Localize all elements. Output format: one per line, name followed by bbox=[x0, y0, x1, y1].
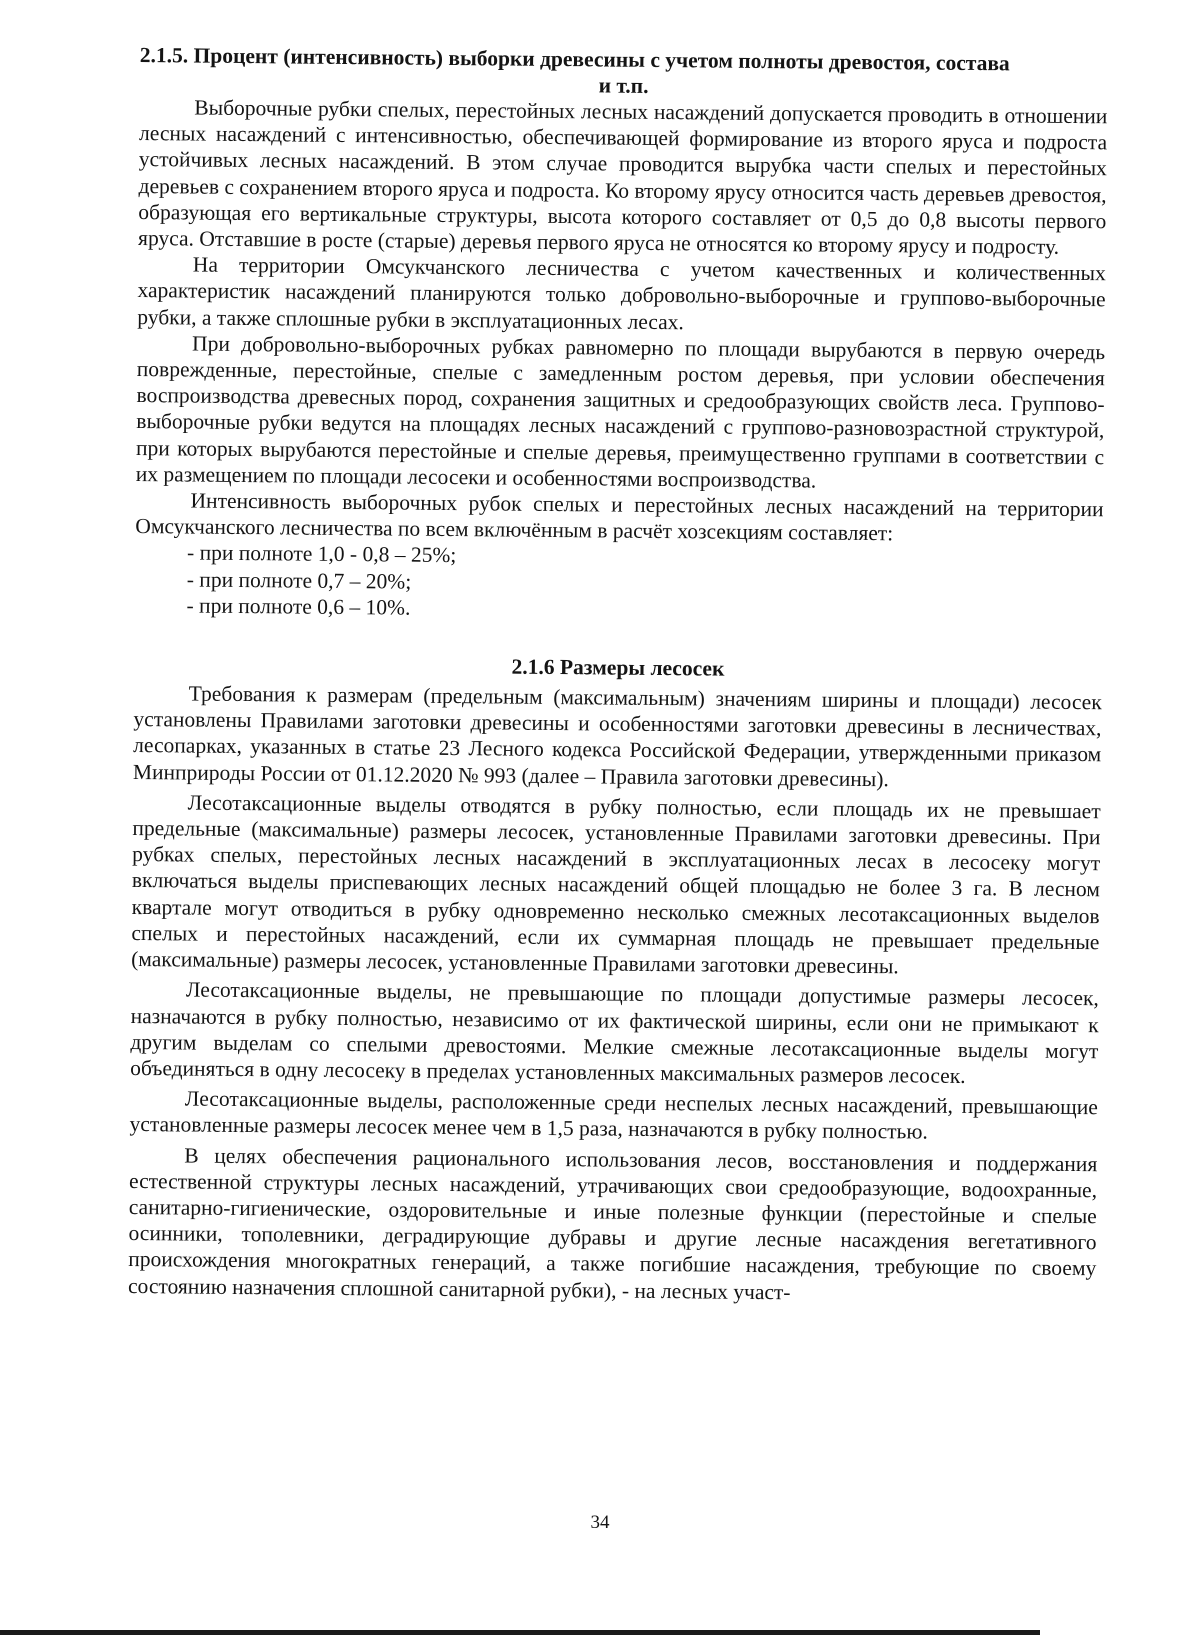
section-2-1-6-title: 2.1.6 Размеры лесосек bbox=[511, 654, 725, 681]
paragraph-stands-among-immature: Лесотаксационные выделы, расположенные среди неспелых лесных насаждений, превышающие установленные размеры лесосек менее чем в 1,5 раза, назначаются в рубку полностью. bbox=[129, 1086, 1098, 1144]
section-2-1-5-title-continuation: и т.п. bbox=[598, 73, 649, 98]
paragraph-voluntary-selective: При добровольно-выборочных рубках равномерно по площади вырубаются в первую очередь поврежденные, перестойные, спелые с замедленным ростом деревья, при условии обеспечения воспроизводства древесных пород, сохранения защитных и средообразующих свойств леса. Группово-выборочные рубки ведутся на площадях лесных насаждений с группово-разновозрастной структурой, при которых вырубаются перестойные и спелые деревья, преимущественно группами в соответствии с их размещением по площади лесосеки и особенностями воспроизводства. bbox=[135, 331, 1106, 493]
paragraph-stands-allocated: Лесотаксационные выделы отводятся в рубку полностью, если площадь их не превышает предельные (максимальные) размеры лесосек, установленные Правилами заготовки древесины. При рубках спелых, перестойных лесных насаждений в эксплуатационных лесах в лесосеку могут включаться выделы приспевающих лесных насаждений общей площадью не более 3 га. В лесном квартале могут отводиться в рубку одновременно несколько смежных лесотаксационных выделов спелых и перестойных насаждений, если их суммарная площадь не превышает предельные (максимальные) размеры лесосек, установленные Правилами заготовки древесины. bbox=[131, 790, 1101, 979]
scan-bottom-edge bbox=[0, 1630, 1040, 1635]
section-2-1-5-title: 2.1.5. Процент (интенсивность) выборки древесины с учетом полноты древостоя, состава bbox=[139, 42, 1010, 76]
paragraph-rational-use: В целях обеспечения рационального использования лесов, восстановления и поддержания естественной структуры лесных насаждений, утрачивающих свои средообразующие, водоохранные, санитарно-гигиенические, оздоровительные и иные полезные функции (перестойные и спелые осинники, тополевники, деградирующие дубравы и другие лесные насаждения вегетативного происхождения многократных генераций, а также погибшие насаждения, требующие по своему состоянию назначения сплошной санитарной рубки), - на лесных участ- bbox=[127, 1142, 1098, 1304]
page-content bbox=[128, 42, 1108, 1308]
intensity-list bbox=[134, 539, 1103, 627]
paragraph-selective-cuttings: Выборочные рубки спелых, перестойных лесных насаждений допускается проводить в отношении лесных насаждений с интенсивностью, обеспечивающей формирование из второго яруса и подроста устойчивых лесных насаждений. В этом случае проводится вырубка части спелых и перестойных деревьев с сохранением второго яруса и подроста. Ко второму ярусу относится часть деревьев древостоя, образующая его вертикальные структуры, высота которого составляет от 0,5 до 0,8 высоты первого яруса. Отставшие в росте (старые) деревья первого яруса не относятся ко второму ярусу и подросту. bbox=[138, 95, 1108, 259]
paragraph-stands-not-exceeding: Лесотаксационные выделы, не превышающие по площади допустимые размеры лесосек, назначаются в рубку полностью, независимо от их фактической ширины, если они не примыкают к другим выделам со спелыми древостоями. Мелкие смежные лесотаксационные выделы могут объединяться в одну лесосеку в пределах установленных максимальных размеров лесосек. bbox=[130, 977, 1099, 1088]
paragraph-omsukchan-territory: На территории Омсукчанского лесничества с учетом качественных и количественных характеристик насаждений планируются только добровольно-выборочные и группово-выборочные рубки, а также сплошные рубки в эксплуатационных лесах. bbox=[137, 252, 1106, 334]
paragraph-cutting-area-requirements: Требования к размерам (предельным (максимальным) значениям ширины и площади) лесосек установлены Правилами заготовки древесины и особенностями заготовки древесины в лесничествах, лесопарках, указанных в статье 23 Лесного кодекса Российской Федерации, утвержденными приказом Минприроды России от 01.12.2020 № 993 (далее – Правила заготовки древесины). bbox=[132, 681, 1102, 791]
list-item: - при полноте 0,7 – 20%; bbox=[186, 567, 412, 594]
page-number: 34 bbox=[590, 1512, 610, 1533]
list-item: - при полноте 0,6 – 10%. bbox=[186, 593, 411, 620]
paragraph-intensity-intro: Интенсивность выборочных рубок спелых и перестойных лесных насаждений на территории Омсукчанского лесничества по всем включённым в расчёт хозсекциям составляет: bbox=[135, 488, 1104, 546]
list-item: - при полноте 1,0 - 0,8 – 25%; bbox=[186, 540, 457, 568]
